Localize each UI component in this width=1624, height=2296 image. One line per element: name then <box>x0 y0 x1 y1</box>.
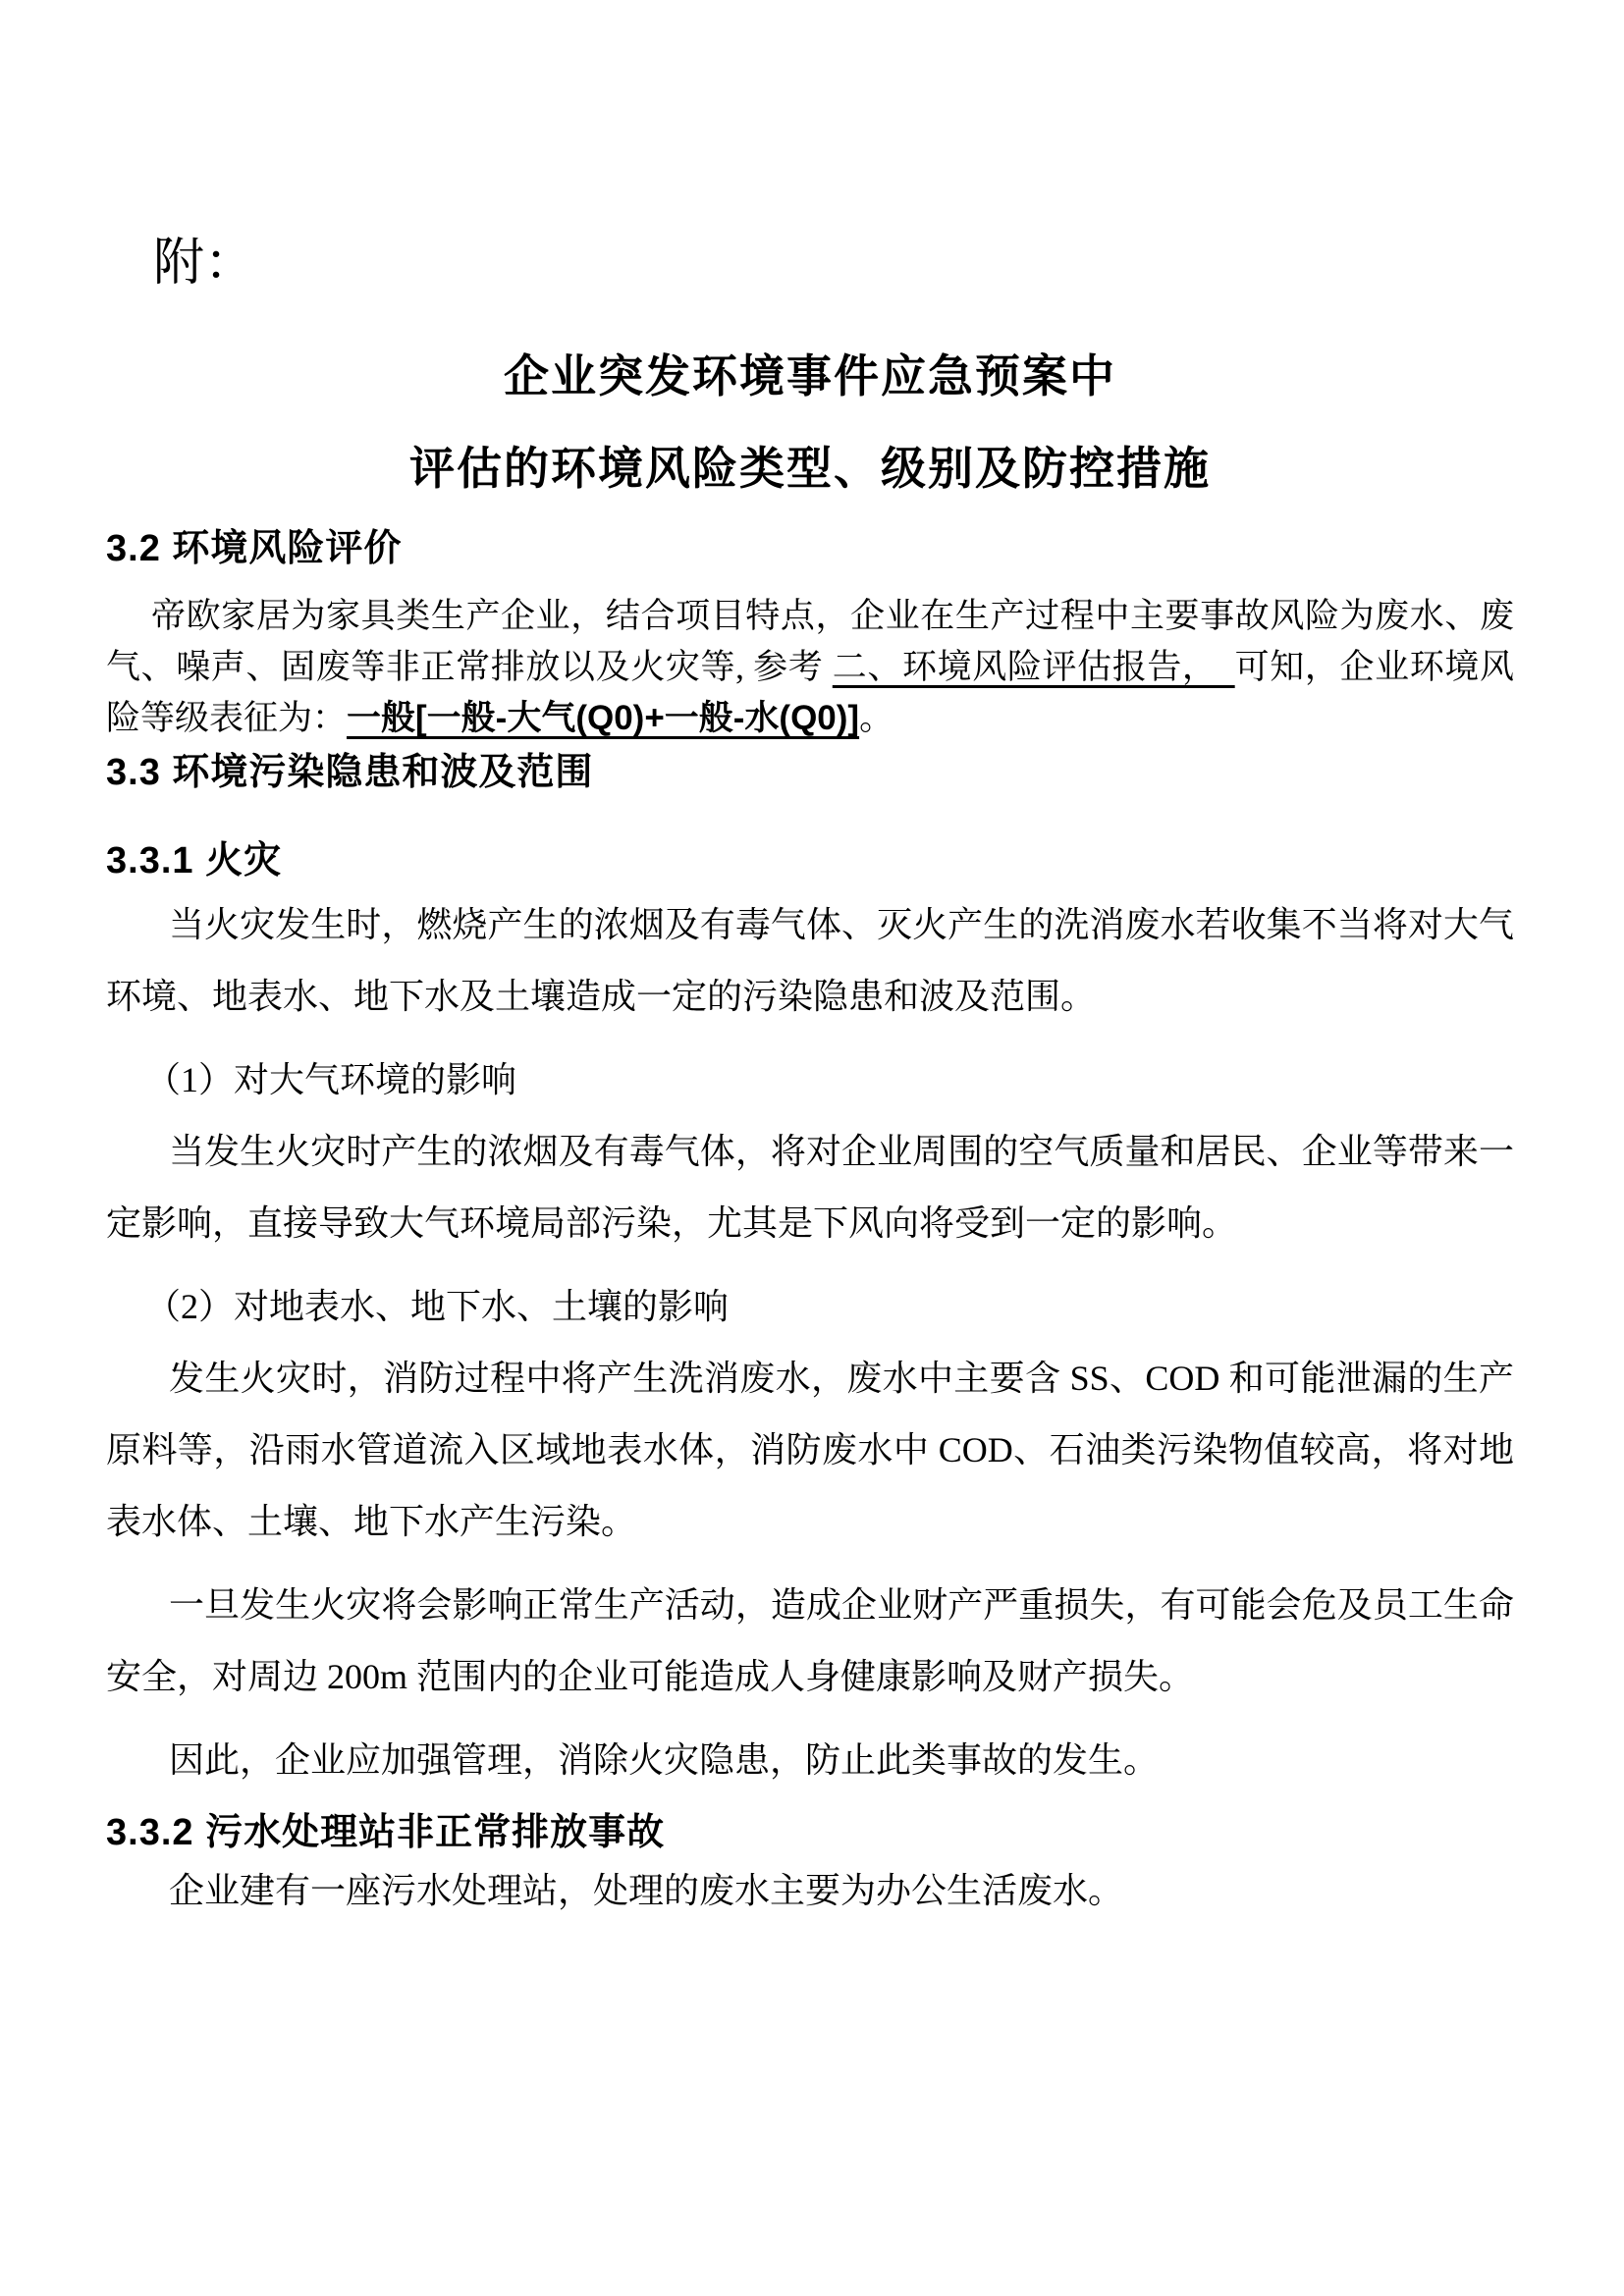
doc-title-line-1: 企业突发环境事件应急预案中 <box>504 351 1116 401</box>
risk-intro-text: 帝欧家居为家具类生产企业，结合项目特点，企业在生产过程中主要事故风险为废水、废气、噪声、固废等非正常排放以及火灾等, 参考 <box>106 597 1514 686</box>
fire-overview-paragraph: 当火灾发生时，燃烧产生的浓烟及有毒气体、灭火产生的洗消废水若收集不当将对大气环境、地表水、地下水及土壤造成一定的污染隐患和波及范围。 <box>106 905 1514 1016</box>
doc-title-line-2: 评估的环境风险类型、级别及防控措施 <box>409 444 1211 494</box>
fire-water-impact-paragraph: 发生火灾时，消防过程中将产生洗消废水，废水中主要含 SS、COD 和可能泄漏的生产原料等，沿雨水管道流入区域地表水体，消防废水中 COD、石油类污染物值较高，将对地表水体、土壤、地下水产生污染。 <box>106 1359 1514 1541</box>
fire-conclusion-paragraph: 因此，企业应加强管理，消除火灾隐患，防止此类事故的发生。 <box>169 1740 1160 1780</box>
risk-level-bold-underlined: 一般[一般-大气(Q0)+一般-水(Q0)] <box>347 699 860 737</box>
risk-level-period: 。 <box>859 699 894 737</box>
risk-level-lead-text: 可知，企业环境风险等级表征为： <box>106 648 1514 737</box>
attachment-label: 附： <box>153 236 256 292</box>
sewage-station-paragraph: 企业建有一座污水处理站，处理的废水主要为办公生活废水。 <box>169 1871 1124 1910</box>
fire-air-impact-paragraph: 当发生火灾时产生的浓烟及有毒气体，将对企业周围的空气质量和居民、企业等带来一定影响，直接导致大气环境局部污染，尤其是下风向将受到一定的影响。 <box>106 1132 1514 1243</box>
risk-report-reference-underlined: 二、环境风险评估报告， <box>832 648 1235 686</box>
section-3-3-2-heading: 3.3.2 污水处理站非正常排放事故 <box>106 1812 666 1853</box>
section-3-3-1-heading: 3.3.1 火灾 <box>106 840 283 881</box>
fire-property-impact-paragraph: 一旦发生火灾将会影响正常生产活动，造成企业财产严重损失，有可能会危及员工生命安全，对周边 200m 范围内的企业可能造成人身健康影响及财产损失。 <box>106 1585 1514 1696</box>
section-3-2-paragraph <box>106 591 1514 744</box>
fire-item-1-heading: （1）对大气环境的影响 <box>145 1060 517 1099</box>
fire-item-2-heading: （2）对地表水、地下水、土壤的影响 <box>145 1287 730 1326</box>
section-3-3-heading: 3.3 环境污染隐患和波及范围 <box>106 752 594 793</box>
section-3-2-heading: 3.2 环境风险评价 <box>106 528 403 569</box>
